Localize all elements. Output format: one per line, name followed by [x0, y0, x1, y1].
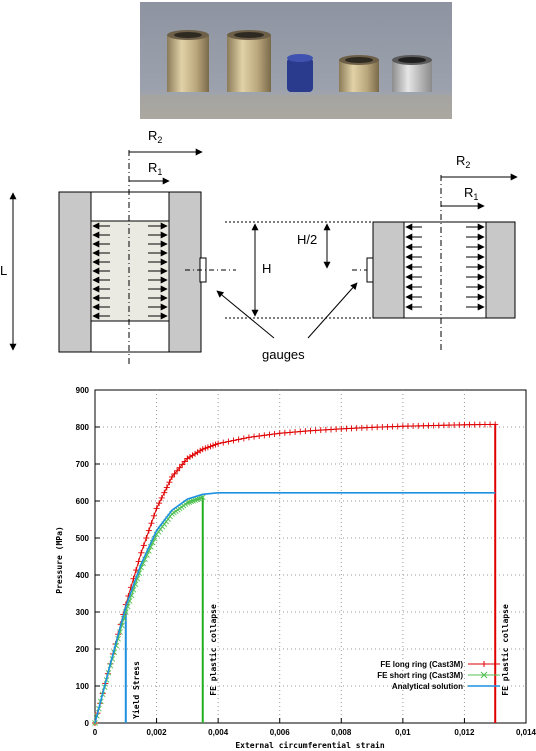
- right-gauge: [367, 258, 373, 282]
- x-tick-label: 0,01: [395, 728, 411, 737]
- x-tick-label: 0,004: [208, 728, 229, 737]
- long-ring-section: [59, 150, 236, 365]
- h-label: H: [262, 261, 272, 276]
- long-ring-2-image: [227, 30, 271, 92]
- x-axis-label: External circumferential strain: [235, 741, 385, 750]
- long-ring-1-image: [167, 30, 209, 92]
- right-r1-label: $R_1$: [464, 185, 479, 202]
- vertical-marker-label: FE plastic collapse: [501, 604, 511, 696]
- vertical-marker-label: FE plastic collapse: [208, 604, 218, 696]
- y-tick-label: 600: [75, 497, 89, 506]
- legend-label: FE long ring (Cast3M): [380, 660, 463, 669]
- short-ring-2-image: [392, 55, 432, 92]
- x-tick-label: 0,012: [454, 728, 475, 737]
- ring-schematic: [13, 150, 517, 365]
- x-tick-label: 0,002: [146, 728, 167, 737]
- half-h-label: H/2: [297, 232, 318, 247]
- y-tick-label: 200: [75, 645, 89, 654]
- x-tick-label: 0,008: [331, 728, 352, 737]
- x-tick-label: 0: [92, 728, 98, 737]
- blue-plug-image: [287, 54, 313, 92]
- left-r2-label: $R_2$: [148, 128, 163, 145]
- gauge-pointer-right: [308, 283, 357, 338]
- y-tick-label: 700: [75, 460, 89, 469]
- y-tick-label: 100: [75, 682, 89, 691]
- legend-label: Analytical solution: [391, 682, 463, 691]
- y-tick-label: 300: [75, 608, 89, 617]
- x-tick-label: 0,006: [269, 728, 290, 737]
- left-r1-label: $R_1$: [148, 160, 163, 177]
- y-tick-label: 900: [75, 386, 89, 395]
- y-tick-label: 800: [75, 423, 89, 432]
- y-axis-label: Pressure (MPa): [55, 526, 64, 594]
- specimen-photo: [140, 2, 452, 119]
- short-ring-section: [352, 175, 515, 350]
- pressure-strain-chart: [55, 386, 536, 750]
- right-r2-label: $R_2$: [456, 153, 471, 170]
- legend-label: FE short ring (Cast3M): [377, 671, 463, 680]
- y-tick-label: 0: [84, 719, 89, 728]
- x-tick-label: 0,014: [515, 728, 536, 737]
- length-label: L: [0, 263, 8, 278]
- short-ring-1-image: [339, 55, 379, 92]
- y-tick-label: 500: [75, 534, 89, 543]
- gauge-pointer-left: [217, 291, 274, 338]
- gauges-label: gauges: [262, 347, 305, 362]
- vertical-marker-label: Yield Stress: [131, 661, 141, 719]
- y-tick-label: 400: [75, 571, 89, 580]
